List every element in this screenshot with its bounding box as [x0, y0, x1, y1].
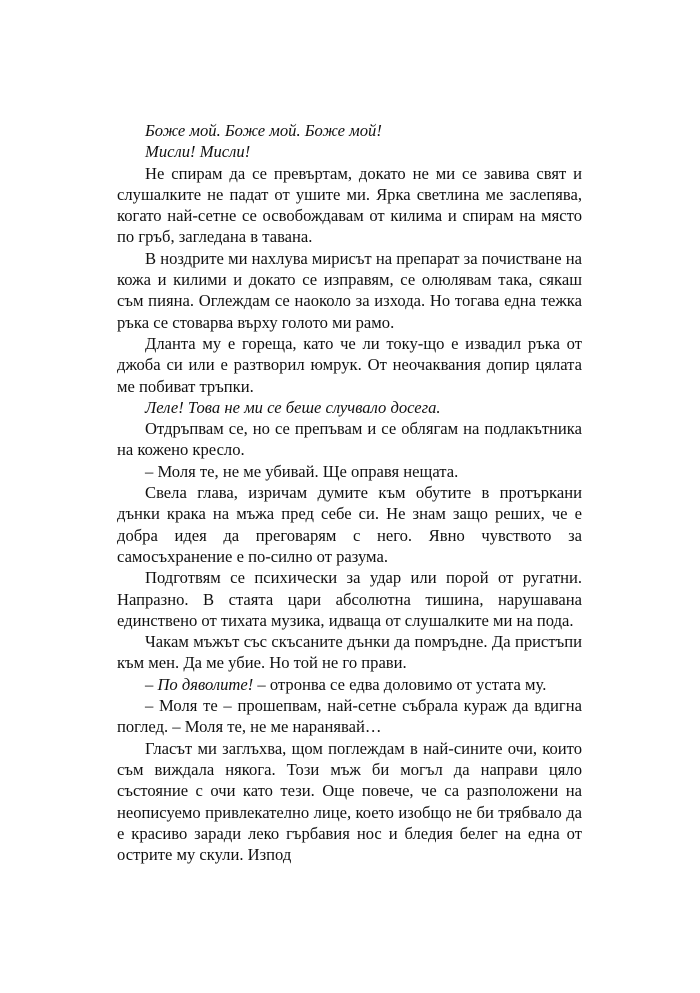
paragraph-8: – Моля те, не ме убивай. Ще оправя нещата.	[145, 461, 459, 481]
paragraph-9: Свела глава, изричам думите към обутите в протъркани дънки крака на мъжа пред себе си. Не знам защо реших, че е добра идея да преговарям с него. Явно чувството за самосъхранение е по-силно от разума.	[117, 483, 582, 566]
paragraph-12	[117, 674, 582, 695]
paragraph-11: Чакам мъжът със скъсаните дънки да помръдне. Да пристъпи към мен. Да ме убие. Но той не го прави.	[117, 632, 582, 673]
paragraph-1: Боже мой. Боже мой. Боже мой!	[145, 121, 382, 140]
paragraph-12-rest: – отронва се едва доловимо от устата му.	[253, 674, 547, 694]
paragraph-7: Отдръпвам се, но се препъвам и се облягам на подлакътника на кожено кресло.	[117, 419, 582, 460]
paragraph-12-italic: – По дяволите!	[145, 674, 254, 694]
paragraph-10: Подготвям се психически за удар или порой от ругатни. Напразно. В стаята цари абсолютна тишина, нарушавана единствено от тихата музика, идваща от слушалките ми на пода.	[117, 568, 582, 630]
paragraph-13: – Моля те – прошепвам, най-сетне събрала кураж да вдигна поглед. – Моля те, не ме наранявай…	[117, 696, 582, 737]
paragraph-4: В ноздрите ми нахлува мирисът на препарат за почистване на кожа и килими и докато се изправям, се олюлявам така, сякаш съм пияна. Оглеждам се наоколо за изхода. Но тогава една тежка ръка се стоварва върху голото ми рамо.	[117, 248, 582, 332]
paragraph-5: Дланта му е гореща, като че ли току-що е извадил ръка от джоба си или е разтворил юмрук. От неочаквания допир цялата ме побиват тръпки.	[117, 333, 582, 396]
paragraph-14: Гласът ми заглъхва, щом поглеждам в най-сините очи, които съм виждала някога. Този мъж би могъл да направи цяло състояние с очи като тези. Още повече, че са разположени на неописуемо привлекателно лице, което изобщо не би трябвало да е красиво заради леко гърбавия нос и бледия белег на една от острите му скули. Изпод	[117, 738, 582, 865]
paragraph-2: Мисли! Мисли!	[145, 142, 251, 162]
paragraph-6: Леле! Това не ми се беше случвало досега.	[145, 397, 441, 417]
paragraph-3: Не спирам да се превъртам, докато не ми се завива свят и слушалките не падат от ушите ми. Ярка светлина ме заслепява, когато най-сетне се освобождавам от килима и спирам на място по гръб, загледана в тавана.	[117, 163, 582, 247]
body-text	[117, 120, 582, 865]
